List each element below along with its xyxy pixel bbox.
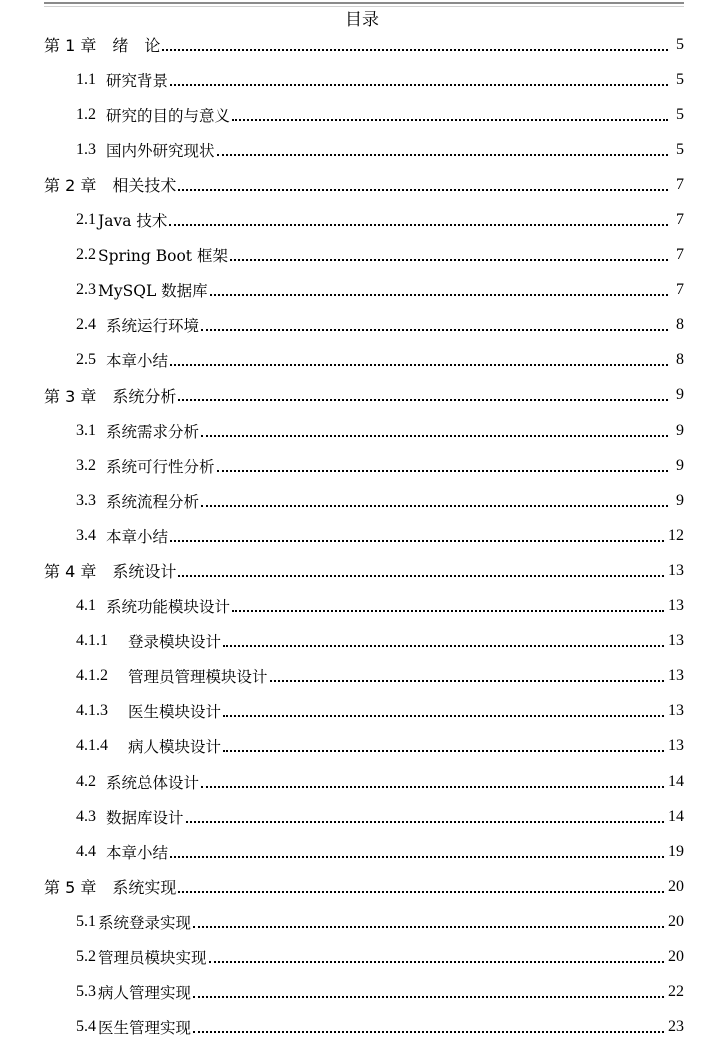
toc-entry-title: 国内外研究现状 [106, 141, 215, 160]
toc-entry-number: 3.4 [76, 526, 96, 544]
toc-entry-label [76, 209, 167, 231]
toc-entry-label [76, 665, 268, 687]
toc-entry-title: 数据库设计 [106, 808, 184, 827]
toc-entry-label [76, 946, 207, 968]
toc-entry-number: 2.1 [76, 211, 96, 229]
toc-entry-number: 第 2 章 [44, 176, 97, 196]
page-top-rule [44, 2, 684, 4]
toc-entry-page-number: 20 [668, 877, 684, 895]
table-of-contents [0, 27, 724, 1045]
toc-entry-label [76, 490, 199, 512]
toc-entry-number: 1.1 [76, 70, 96, 88]
toc-dot-leader [210, 294, 668, 296]
toc-entry-label [76, 771, 199, 793]
toc-entry-title: 登录模块设计 [128, 633, 222, 652]
toc-chapter-entry[interactable] [0, 553, 724, 588]
toc-dot-leader [232, 119, 668, 121]
toc-title: 目录 [345, 10, 379, 30]
toc-entry-number: 4.4 [76, 842, 96, 860]
toc-entry-page-number: 14 [668, 772, 684, 790]
toc-entry-page-number: 13 [668, 737, 684, 755]
toc-entry-page-number: 22 [668, 983, 684, 1001]
toc-entry-title: 病人管理实现 [98, 984, 192, 1003]
toc-dot-leader [193, 926, 664, 928]
toc-dot-leader [193, 1031, 664, 1033]
toc-entry-page-number: 23 [668, 1018, 684, 1036]
toc-section-entry[interactable] [0, 273, 724, 308]
toc-section-entry[interactable] [0, 939, 724, 974]
toc-entry-page-number: 7 [676, 246, 684, 264]
toc-entry-title: 本章小结 [106, 527, 169, 546]
toc-entry-page-number: 12 [668, 526, 684, 544]
toc-entry-label [76, 314, 199, 336]
toc-entry-label [44, 384, 176, 407]
toc-entry-page-number: 20 [668, 947, 684, 965]
toc-entry-number: 3.3 [76, 491, 96, 509]
toc-section-entry[interactable] [0, 589, 724, 624]
toc-entry-page-number: 8 [676, 351, 684, 369]
toc-entry-title: 系统需求分析 [106, 422, 200, 441]
toc-entry-number: 4.2 [76, 772, 96, 790]
toc-section-entry[interactable] [0, 202, 724, 237]
toc-section-entry[interactable] [0, 448, 724, 483]
toc-section-entry[interactable] [0, 238, 724, 273]
toc-entry-label [44, 875, 176, 898]
toc-dot-leader [186, 821, 664, 823]
toc-dot-leader [230, 259, 668, 261]
toc-entry-label [76, 1016, 191, 1038]
toc-entry-number: 2.5 [76, 351, 96, 369]
toc-entry-label [76, 455, 215, 477]
toc-entry-title: 系统运行环境 [106, 317, 200, 336]
toc-entry-title: 研究的目的与意义 [106, 106, 231, 125]
toc-dot-leader [170, 84, 668, 86]
toc-entry-title: 系统实现 [112, 878, 177, 898]
toc-entry-label [76, 630, 221, 652]
toc-entry-number: 第 4 章 [44, 562, 97, 582]
toc-dot-leader [201, 505, 668, 507]
toc-section-entry[interactable] [0, 834, 724, 869]
toc-entry-page-number: 9 [676, 386, 684, 404]
toc-entry-title: 绪 论 [112, 36, 161, 56]
toc-section-entry[interactable] [0, 483, 724, 518]
toc-entry-page-number: 9 [676, 491, 684, 509]
toc-section-entry[interactable] [0, 413, 724, 448]
toc-section-entry[interactable] [0, 694, 724, 729]
toc-section-entry[interactable] [0, 764, 724, 799]
toc-dot-leader [170, 856, 664, 858]
toc-section-entry[interactable] [0, 975, 724, 1010]
toc-entry-label [76, 735, 221, 757]
toc-entry-number: 5.4 [76, 1018, 96, 1036]
toc-entry-number: 1.3 [76, 140, 96, 158]
toc-entry-label [44, 173, 176, 196]
toc-entry-title: Spring Boot 框架 [98, 247, 228, 266]
toc-entry-number: 第 3 章 [44, 386, 97, 406]
toc-entry-page-number: 13 [668, 632, 684, 650]
toc-entry-title: MySQL 数据库 [98, 282, 208, 301]
toc-entry-page-number: 13 [668, 667, 684, 685]
toc-entry-page-number: 7 [676, 281, 684, 299]
toc-entry-title: 系统可行性分析 [106, 457, 215, 476]
toc-entry-label [44, 33, 160, 56]
toc-section-entry[interactable] [0, 518, 724, 553]
toc-dot-leader [178, 575, 664, 577]
toc-entry-number: 第 5 章 [44, 878, 97, 898]
toc-entry-title: 系统功能模块设计 [106, 598, 231, 617]
toc-dot-leader [223, 645, 664, 647]
toc-section-entry[interactable] [0, 624, 724, 659]
toc-entry-title: 本章小结 [106, 352, 169, 371]
toc-entry-page-number: 14 [668, 807, 684, 825]
toc-entry-page-number: 7 [676, 175, 684, 193]
toc-entry-number: 2.3 [76, 281, 96, 299]
toc-entry-number: 5.1 [76, 912, 96, 930]
toc-entry-label [76, 104, 230, 126]
toc-dot-leader [170, 540, 664, 542]
toc-section-entry[interactable] [0, 799, 724, 834]
toc-section-entry[interactable] [0, 343, 724, 378]
toc-dot-leader [223, 750, 664, 752]
toc-entry-page-number: 5 [676, 70, 684, 88]
toc-entry-page-number: 13 [668, 597, 684, 615]
toc-entry-title: 管理员模块实现 [98, 948, 207, 967]
toc-entry-label [76, 349, 168, 371]
toc-section-entry[interactable] [0, 132, 724, 167]
toc-section-entry[interactable] [0, 97, 724, 132]
toc-entry-label [76, 911, 191, 933]
toc-entry-page-number: 19 [668, 842, 684, 860]
toc-entry-title: 系统登录实现 [98, 913, 192, 932]
toc-dot-leader [162, 49, 668, 51]
toc-entry-title: 系统设计 [112, 562, 177, 582]
toc-entry-page-number: 5 [676, 105, 684, 123]
toc-entry-label [76, 981, 191, 1003]
toc-dot-leader [201, 435, 668, 437]
toc-entry-label [76, 279, 208, 301]
toc-dot-leader [169, 224, 668, 226]
toc-dot-leader [217, 154, 668, 156]
toc-entry-title: 研究背景 [106, 71, 169, 90]
toc-entry-title: 医生管理实现 [98, 1019, 192, 1038]
toc-entry-label [76, 244, 228, 266]
toc-entry-number: 1.2 [76, 105, 96, 123]
toc-chapter-entry[interactable] [0, 869, 724, 904]
toc-entry-page-number: 7 [676, 211, 684, 229]
toc-entry-page-number: 13 [668, 561, 684, 579]
toc-entry-page-number: 5 [676, 35, 684, 53]
toc-section-entry[interactable] [0, 1010, 724, 1045]
toc-entry-title: 本章小结 [106, 843, 169, 862]
toc-dot-leader [178, 399, 668, 401]
toc-entry-number: 4.1.4 [76, 737, 108, 755]
toc-entry-number: 3.2 [76, 456, 96, 474]
toc-entry-page-number: 20 [668, 912, 684, 930]
toc-entry-label [76, 139, 215, 161]
toc-entry-title: 系统总体设计 [106, 773, 200, 792]
toc-dot-leader [178, 189, 668, 191]
toc-entry-label [76, 525, 168, 547]
toc-dot-leader [178, 891, 664, 893]
toc-entry-label [76, 700, 221, 722]
toc-entry-label [76, 806, 184, 828]
toc-section-entry[interactable] [0, 308, 724, 343]
toc-dot-leader [201, 329, 668, 331]
toc-section-entry[interactable] [0, 904, 724, 939]
toc-dot-leader [223, 715, 664, 717]
toc-entry-number: 2.4 [76, 316, 96, 334]
toc-entry-number: 4.1 [76, 597, 96, 615]
toc-chapter-entry[interactable] [0, 378, 724, 413]
toc-dot-leader [232, 610, 664, 612]
toc-entry-label [44, 559, 176, 582]
toc-entry-label [76, 595, 230, 617]
toc-section-entry[interactable] [0, 62, 724, 97]
toc-entry-title: 相关技术 [112, 176, 177, 196]
toc-dot-leader [209, 961, 664, 963]
toc-chapter-entry[interactable] [0, 167, 724, 202]
toc-entry-title: 病人模块设计 [128, 738, 222, 757]
toc-section-entry[interactable] [0, 659, 724, 694]
toc-entry-page-number: 9 [676, 456, 684, 474]
toc-entry-label [76, 69, 168, 91]
toc-entry-title: 系统流程分析 [106, 492, 200, 511]
toc-entry-page-number: 8 [676, 316, 684, 334]
toc-dot-leader [201, 786, 664, 788]
toc-entry-title: Java 技术 [98, 212, 168, 231]
toc-entry-number: 5.3 [76, 983, 96, 1001]
toc-entry-page-number: 5 [676, 140, 684, 158]
toc-entry-number: 2.2 [76, 246, 96, 264]
toc-section-entry[interactable] [0, 729, 724, 764]
toc-entry-page-number: 13 [668, 702, 684, 720]
toc-dot-leader [193, 996, 664, 998]
toc-dot-leader [170, 364, 668, 366]
toc-dot-leader [217, 470, 668, 472]
toc-dot-leader [270, 680, 664, 682]
toc-entry-page-number: 9 [676, 421, 684, 439]
toc-entry-title: 系统分析 [112, 386, 177, 406]
toc-entry-label [76, 420, 199, 442]
toc-entry-title: 管理员管理模块设计 [128, 668, 268, 687]
toc-entry-number: 4.3 [76, 807, 96, 825]
toc-entry-number: 3.1 [76, 421, 96, 439]
toc-chapter-entry[interactable] [0, 27, 724, 62]
toc-entry-number: 第 1 章 [44, 36, 97, 56]
toc-entry-number: 4.1.2 [76, 667, 108, 685]
toc-entry-number: 4.1.3 [76, 702, 108, 720]
toc-entry-label [76, 841, 168, 863]
toc-entry-number: 5.2 [76, 947, 96, 965]
toc-entry-title: 医生模块设计 [128, 703, 222, 722]
toc-entry-number: 4.1.1 [76, 632, 108, 650]
page-top-rule-thin [44, 6, 684, 7]
